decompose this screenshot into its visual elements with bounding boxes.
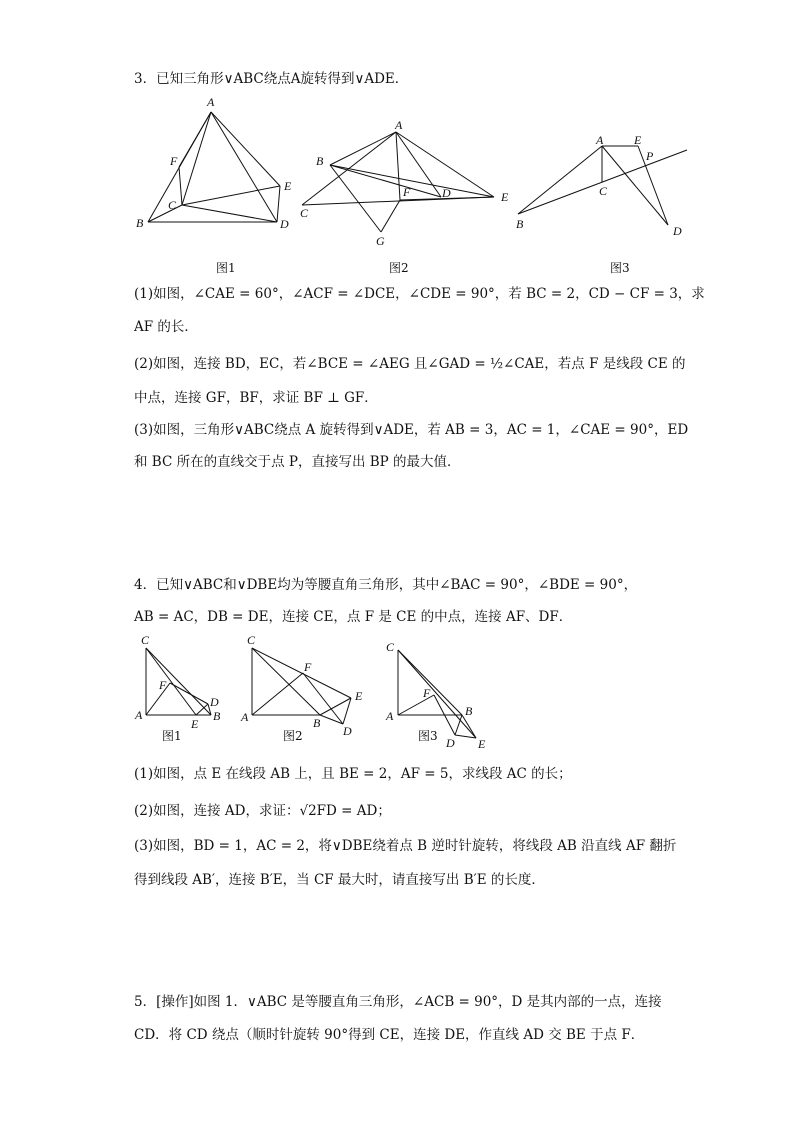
q4-caption-fig2: 图2	[283, 729, 303, 743]
q3f1-label-B: B	[136, 216, 144, 230]
q3f1-label-A: A	[207, 95, 215, 109]
q4f1-label-A: A	[135, 708, 143, 722]
q3f2-label-E: E	[501, 190, 509, 204]
q4-caption-fig1: 图1	[162, 729, 182, 743]
q4-fig1-diagram	[146, 648, 211, 715]
q3f1-label-E: E	[284, 179, 292, 193]
q4f1-label-B: B	[213, 709, 221, 723]
q4-stem-line1: 4．已知∨ABC和∨DBE均为等腰直角三角形，其中∠BAC = 90°，∠BDE = 90°，	[134, 577, 638, 593]
q4f1-label-F: F	[159, 678, 167, 692]
q3f2-label-C: C	[300, 206, 309, 220]
q3f3-label-P: P	[646, 149, 654, 163]
q3f1-label-C: C	[168, 198, 177, 212]
q3f2-label-G: G	[376, 234, 385, 248]
q4f2-labels	[240, 633, 363, 738]
q3-part3-line2: 和 BC 所在的直线交于点 P，直接写出 BP 的最大值．	[134, 454, 461, 470]
q3-part3-line1: (3)如图，三角形∨ABC绕点 A 旋转得到∨ADE，若 AB = 3，AC = 1，∠CAE = 90°，ED	[134, 422, 689, 438]
q4f3-label-A: A	[386, 709, 394, 723]
q3-part1-line1: (1)如图，∠CAE = 60°，∠ACF = ∠DCE，∠CDE = 90°，若 BC = 2，CD − CF = 3，求	[134, 286, 705, 302]
q3f2-label-D: D	[442, 186, 451, 200]
q4-fig1-labels	[134, 633, 221, 731]
q3f1-label-F: F	[170, 154, 178, 168]
q4-part3-line2: 得到线段 AB′，连接 B′E，当 CF 最大时，请直接写出 B′E 的长度．	[134, 872, 545, 888]
q4f2-label-A: A	[241, 710, 249, 724]
q4-fig2-diagram	[252, 648, 351, 724]
q3f2-label-F: F	[403, 185, 411, 199]
q3f3-label-E: E	[634, 133, 642, 147]
q4-part2: (2)如图，连接 AD，求证：√2FD = AD；	[134, 803, 391, 819]
q4f2-label-E: E	[355, 689, 363, 703]
q5-line1: 5．[操作]如图 1．∨ABC 是等腰直角三角形，∠ACB = 90°，D 是其内部的一点，连接	[134, 994, 662, 1010]
q5-line2: CD．将 CD 绕点（顺时针旋转 90°得到 CE，连接 DE，作直线 AD 交 BE 于点 F．	[134, 1027, 645, 1043]
q4f3-label-E: E	[478, 737, 486, 751]
q4f3-label-C: C	[386, 640, 395, 654]
q4f1-label-E: E	[191, 717, 199, 731]
q4f2-label-D: D	[343, 724, 352, 738]
q3f2-label-B: B	[316, 154, 324, 168]
q3-part2-line2: 中点，连接 GF，BF，求证 BF ⊥ GF．	[134, 390, 378, 406]
q3-caption-fig2: 图2	[389, 261, 409, 275]
q4f3-label-F: F	[423, 686, 431, 700]
q3f3-label-A: A	[596, 133, 604, 147]
q4f1-label-D: D	[210, 695, 219, 709]
q4-part1: (1)如图，点 E 在线段 AB 上，且 BE = 2，AF = 5，求线段 AC 的长；	[134, 766, 572, 782]
q3-caption-fig1: 图1	[216, 261, 236, 275]
q3f3-label-C: C	[599, 184, 608, 198]
q3f3-label-B: B	[516, 217, 524, 231]
q4-caption-fig3: 图3	[418, 729, 438, 743]
q4f2-label-F: F	[304, 660, 312, 674]
q4-fig3-diagram	[398, 650, 476, 738]
q3f3-label-D: D	[673, 224, 682, 238]
q4f2-label-B: B	[313, 716, 321, 730]
q3f1-label-D: D	[280, 217, 289, 231]
q4f1-label-C: C	[141, 633, 150, 647]
q3-fig2-diagram	[302, 132, 494, 232]
q4-part3-line1: (3)如图，BD = 1，AC = 2，将∨DBE绕着点 B 逆时针旋转，将线段 AB 沿直线 AF 翻折	[134, 838, 677, 854]
q4f3-label-D: D	[446, 736, 455, 750]
q3-part1-line2: AF 的长．	[134, 319, 198, 335]
q3f2-label-A: A	[395, 118, 403, 132]
q3-part2-line1: (2)如图，连接 BD，EC，若∠BCE = ∠AEG 且∠GAD = ½∠CAE，若点 F 是线段 CE 的	[134, 356, 686, 372]
q4f2-label-C: C	[247, 633, 256, 647]
q3-stem: 3．已知三角形∨ABC绕点A旋转得到∨ADE．	[134, 71, 409, 87]
q3-caption-fig3: 图3	[610, 261, 630, 275]
q4-stem-line2: AB = AC，DB = DE，连接 CE，点 F 是 CE 的中点，连接 AF、DF．	[134, 609, 573, 625]
q4f3-label-B: B	[465, 704, 473, 718]
